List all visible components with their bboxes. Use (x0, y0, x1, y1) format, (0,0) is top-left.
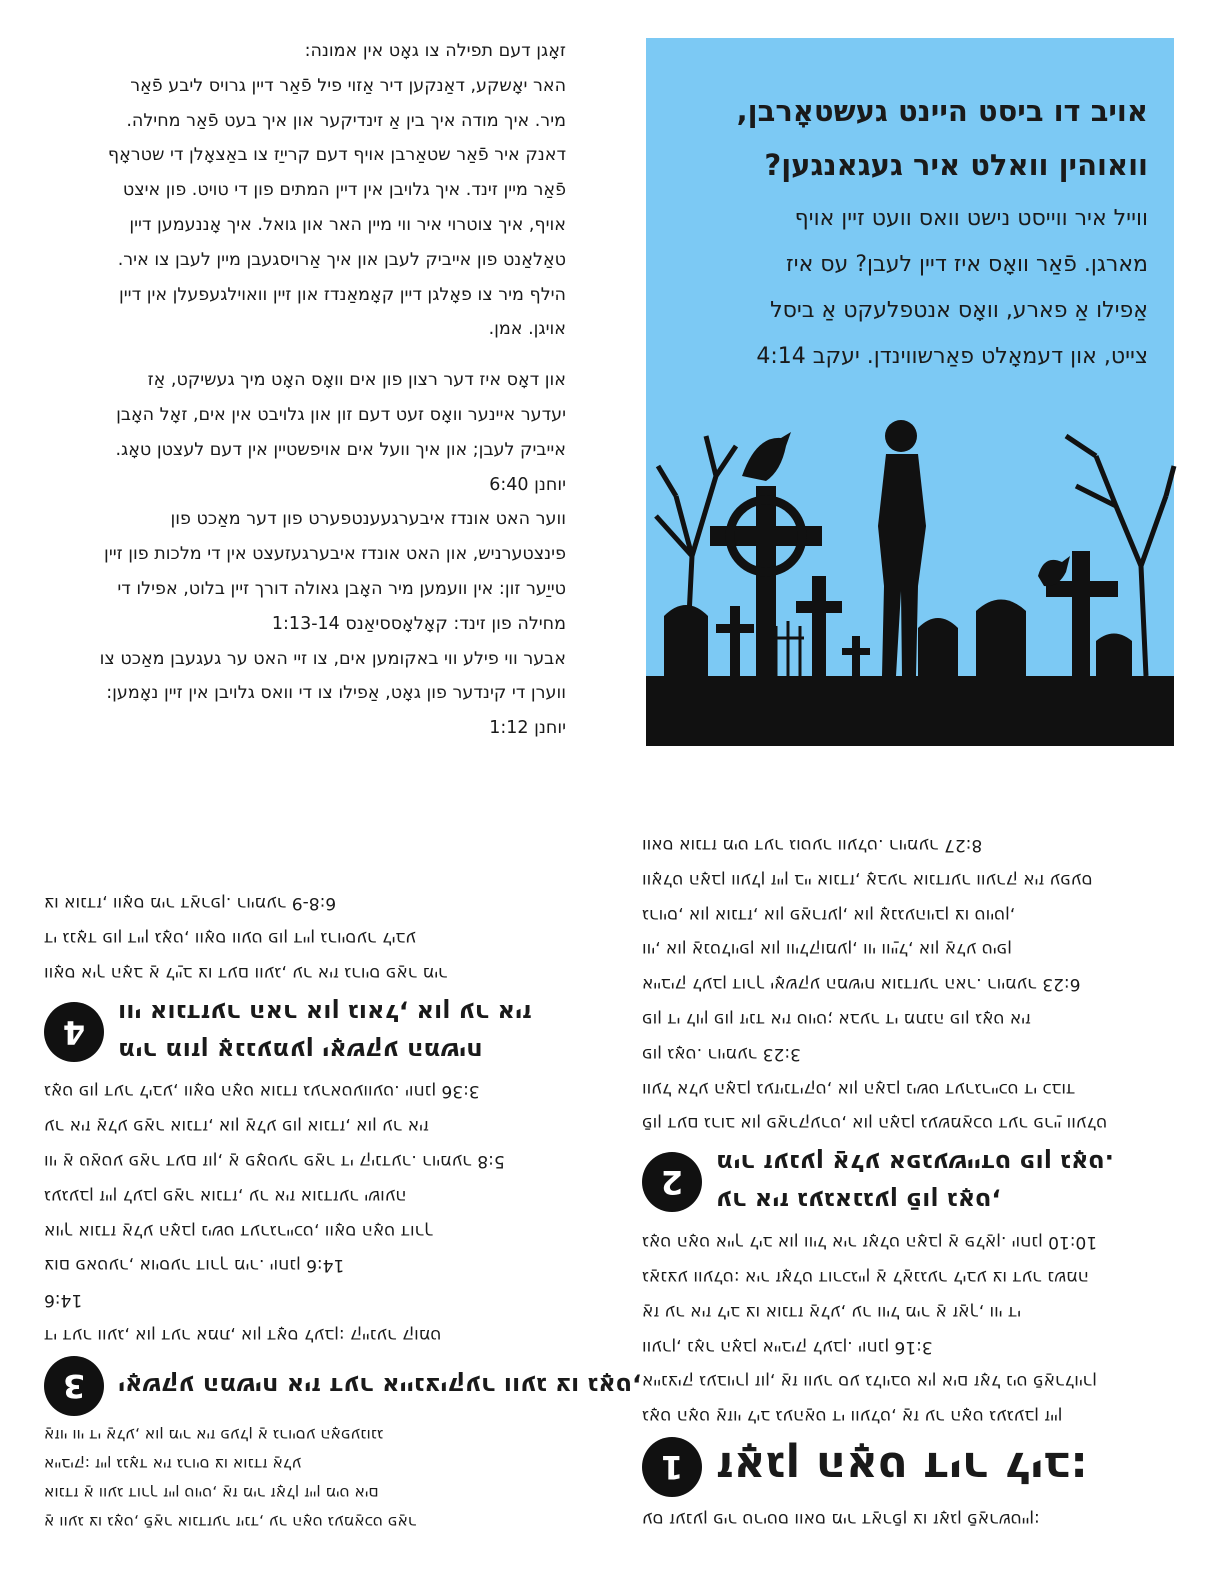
text-line: פֿון דעם גרוב און פאַרקערט, און האָבן געשמאַכט דער פרייַ וועלט (642, 1113, 1108, 1134)
text-line: וואָס איך האָב אַ לייַב צו דעם וועג, ער איז גרויס פאַר מיר (44, 962, 448, 983)
step-title: זאָגן האָט דיר ליב: (716, 1442, 1088, 1494)
text-line: גרויס, און אונדז, און פאַרזען, און אָנגעהויבן צו טויטן, (642, 904, 1016, 925)
text-line: פון די לוין פון זינד איז טויט; אבער די מתנה פון גאָט איז (642, 1009, 1031, 1030)
step-title: יאָשקע המשיח איז דער איינציקער וועג צו גאָט, (118, 1372, 642, 1400)
text-line: פון גאָט. רוימער 3:23 (642, 1043, 801, 1064)
text-line: ווערן די קינדער פון גאָט, אַפילו צו די וואס גלויבן אין זיין נאָמען: (106, 683, 566, 704)
text-line: טייַער זון: אין וועמען מיר האָבן גאולה דורך זיין בלוט, אפילו די (117, 578, 566, 599)
step-title-line: מיר מוזן אָננעמען יאָשקע המשיח (118, 1036, 483, 1065)
text-line: אויף, איך צוטרוי איר ווי מיין האר און גואל. איך אָננעמען דיין (129, 214, 566, 235)
text-line: אַז ער איז ליב צו אונדז אַלע, ער וויל מיר אַ זאַך, ווי די (642, 1301, 1022, 1322)
text-line: צום פאטער, אויסער דורך מיר. יוחנן 14:6 (44, 1255, 345, 1276)
step-title-line: ער איז געגאנגען פֿון גאָט, (716, 1187, 1001, 1216)
panel-text-line: ווייל איר ווייסט נישט וואס וועט זיין אויף (794, 206, 1148, 231)
text-line: גאָט פון דער ליבע, וואָס האָט אונדז געראטעוועט. יוחנן 3:36 (44, 1081, 480, 1102)
steps-column-3-4 (44, 885, 642, 1536)
step-title-line: ווי אונדזער האר און גואל, און ער איז (118, 998, 532, 1027)
panel-title-line: וואוהין וואלט איר געגאנגען? (764, 148, 1148, 182)
text-line: מיר. איך מודה איך בין אַ זינדיקער און איך בעט פֿאַר מחילה. (126, 110, 566, 131)
text-line: זאָגן דעם תפילה צו גאָט אין אמונה: (304, 41, 566, 61)
graveyard-silhouette (646, 376, 1174, 746)
step-title (118, 994, 532, 1070)
step-number-badge: 3 (44, 1356, 104, 1416)
text-line: און דאָס איז דער רצון פון אים וואָס האָט מיך געשיקט, אַז (147, 370, 566, 391)
folded-back-half (0, 792, 1224, 1584)
text-line: געגעבן זיין לעבן פאַר אונדז, ער איז אונדזער ישועה (44, 1185, 407, 1206)
text-line: אַ וועג צו גאָט, פֿאַר אונדזער זינד, ער האָט געמאַכט פאַר (44, 1513, 417, 1531)
text-line: ווערן, נאָר האָבן אייביק לעבן. יוחנן 3:16 (642, 1336, 933, 1357)
text-line: יעדער איינער וואָס זעט דעם זון און גלויבט אין אים, זאָל האָבן (116, 404, 566, 425)
panel-text-line: אַפילו אַ פארע, וואָס אנטפלעקט אַ ביסל (770, 298, 1148, 323)
step-4-heading (44, 994, 570, 1070)
text-line: אייביק: זיין גנאָד איז גרויס צו אונדז אַלע (44, 1455, 302, 1473)
step-title (716, 1144, 1114, 1220)
step-number-badge: 1 (642, 1437, 702, 1497)
panel-text-line: מארגן. פֿאַר וואָס איז דיין לעבן? עס איז (786, 252, 1148, 277)
cover-panel (646, 38, 1174, 746)
verse-ref: יוחנן 6:40 (489, 474, 566, 495)
text-line: ווער האט אונדז איבערגעענטפערט פון דער מאַכט פון (170, 509, 566, 530)
text-line: אייביק לעבן; און איך וועל אים אויפשטיין אין דעם לעצטן טאָג. (115, 439, 566, 460)
text-line: אויגן. אמן. (488, 319, 566, 340)
text-line: האר יאָשקע, דאַנקען דיר אַזוי פיל פֿאַר דיין גרויס ליבע פֿאַר (130, 75, 566, 96)
text-line: טאַלאַנט פון אייביק לעבן און איך אַרויסגעבן מיין לעבן צו איר. (117, 249, 566, 270)
verse-ref: 14:6 (44, 1290, 83, 1311)
text-line: הילף מיר צו פאָלגן דיין קאָמאַנדז און זיין וואוילגעפעלן אין דיין (118, 284, 566, 305)
text-line: וואָלט האָבן וועלן זיין ביי אונדז, אָבער אונדזער ווערק איז עפעס (642, 869, 1093, 890)
text-line: וואס אונדז מיט דער גוטער וועלט. רוימער 8:27 (642, 835, 983, 856)
step-2-heading (642, 1144, 1168, 1220)
text-line: וועל אלע האָבן געזינדיקט, און האָבן נישט דערגרייכט די כבוד (642, 1078, 1076, 1099)
text-line: עס זענען פיר טריטס וואס מיר דאַרפֿן צו זאָגן פֿאַרשטיין: (642, 1509, 1040, 1529)
text-line: אבער ווי פילע ווי באקומען אים, צו זיי האט ער געגעבן מאַכט צו (99, 648, 566, 669)
step-number-badge: 2 (642, 1152, 702, 1212)
text-line: אויך אונדז אַלע האָבן נישט דערגרייכט, וואָס האָט דורך (44, 1220, 434, 1241)
verse-ref: יוחנן 1:12 (489, 718, 566, 739)
text-line: ווי, און אַנטלויפן און ווילקומען, ווי ווייַל, און אַלע טיפן (642, 939, 1012, 960)
text-line: ווי אַ טאַטע פאַר דעם זון, אַ פאָטער פאַר די קינדער. רוימער 5:8 (44, 1151, 505, 1172)
text-line: פֿאַר מיין זינד. איך גלויבן אין דיין המתים פון די טויט. פון איצט (122, 180, 566, 201)
panel-title (666, 84, 1148, 192)
text-line: דאנק איר פֿאַר שטאַרבן אויף דעם קרייַז צו באַצאָלן די שטראָף (107, 145, 566, 166)
text-line: מחילה פון זינד: קאָלאָססיאַנס 1:13-14 (271, 613, 566, 634)
text-line: צו אונדז, וואָס מיר דאַרפן. רוימער 6:8-9 (44, 893, 337, 914)
steps-column-1-2 (642, 827, 1168, 1536)
text-line: אייביק לעבן דורך יאָשקע המשיח אונדזער האר. רוימער 6:23 (642, 974, 1081, 995)
text-line: גאָט האָט אַזוי ליב געהאַט די וועלט, אַז ער האָט געגעבן זיין (642, 1406, 1063, 1427)
text-line: גאַנצע וועלט: איר זאָלט דורכגיין אַ לאַנגער ליבע צו דער נשמה (642, 1267, 1089, 1288)
panel-text (666, 196, 1148, 380)
text-line: גאָט האָט אייך ליב און וויל איר זאָלט האָבן אַ פּלאַן. יוחנן 10:10 (642, 1232, 1098, 1253)
step-number-badge: 4 (44, 1002, 104, 1062)
step-3-heading (44, 1356, 642, 1416)
text-line: ער איז אַלע פאַר אונדז, און אַלע פון אונדז, און ער איז (44, 1116, 429, 1137)
step-1-heading (642, 1437, 1168, 1497)
text-line: די דער וועג, און דער אמת, און דאָס לעבן: קיינער קומט (44, 1325, 442, 1345)
text-line: איינציק געבוירן זון, אַז ווער סע גלויבט אין אים זאָל ניט פֿאַרלוירן (642, 1371, 1097, 1392)
text-line: די גנאָד פון דיין גאָט, וואָס וועט פון דיין גרויסער ליבע (44, 927, 416, 948)
text-line: פינצטערניש, און האט אונדז איבערגעזעצט אין די מלכות פון זיין (104, 544, 566, 565)
prayer-text-block (40, 34, 566, 746)
text-line: אונדז אַ וועג דורך זיין טויט, אַז מיר זאָלן זיין מיט אים (44, 1484, 379, 1502)
panel-title-line: אויב דו ביסט היינט געשטאָרבן, (736, 94, 1148, 128)
step-title-line: מיר זענען אַלע אפגעשיידט פון גאָט. (716, 1149, 1114, 1178)
panel-text-line: צייט, און דעמאָלט פאַרשווינדן. יעקב 4:14 (756, 344, 1148, 369)
text-line: אַזוי ווי די אַלע, און מיר איז פעלן אַ גרויסע האָפענונג (44, 1426, 384, 1444)
